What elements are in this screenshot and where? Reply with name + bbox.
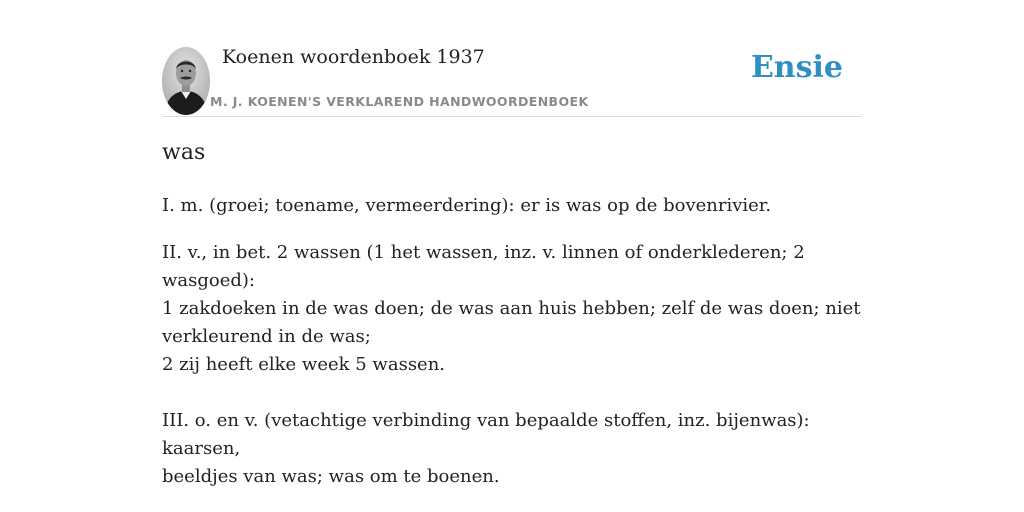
dictionary-header	[162, 40, 862, 117]
sense-3-line-2: beeldjes van was; was om te boenen.	[162, 466, 500, 487]
example-1-line-1: 1 zakdoeken in de was doen; de was aan huis hebben; zelf de was doen; niet	[162, 298, 861, 319]
example-1-line-2: verkleurend in de was;	[162, 326, 371, 347]
dictionary-subtitle: M. J. KOENEN'S VERKLAREND HANDWOORDENBOEK	[210, 94, 589, 109]
brand-logo[interactable]: Ensie	[750, 50, 843, 85]
definition-sense-1: I. m. (groei; toename, vermeerdering): er is was op de bovenrivier.	[162, 195, 772, 216]
definition-sense-3	[162, 407, 862, 491]
entry-headword: was	[162, 140, 206, 165]
author-portrait	[162, 47, 210, 115]
dictionary-title[interactable]: Koenen woordenboek 1937	[222, 46, 485, 68]
example-2: 2 zij heeft elke week 5 wassen.	[162, 354, 446, 375]
portrait-image	[162, 47, 210, 115]
definition-sense-2: II. v., in bet. 2 wassen (1 het wassen, inz. v. linnen of onderklederen; 2 wasgoed):	[162, 242, 805, 291]
sense-3-line-1: III. o. en v. (vetachtige verbinding van bepaalde stoffen, inz. bijenwas): kaarsen,	[162, 410, 810, 459]
definition-examples	[162, 295, 862, 379]
